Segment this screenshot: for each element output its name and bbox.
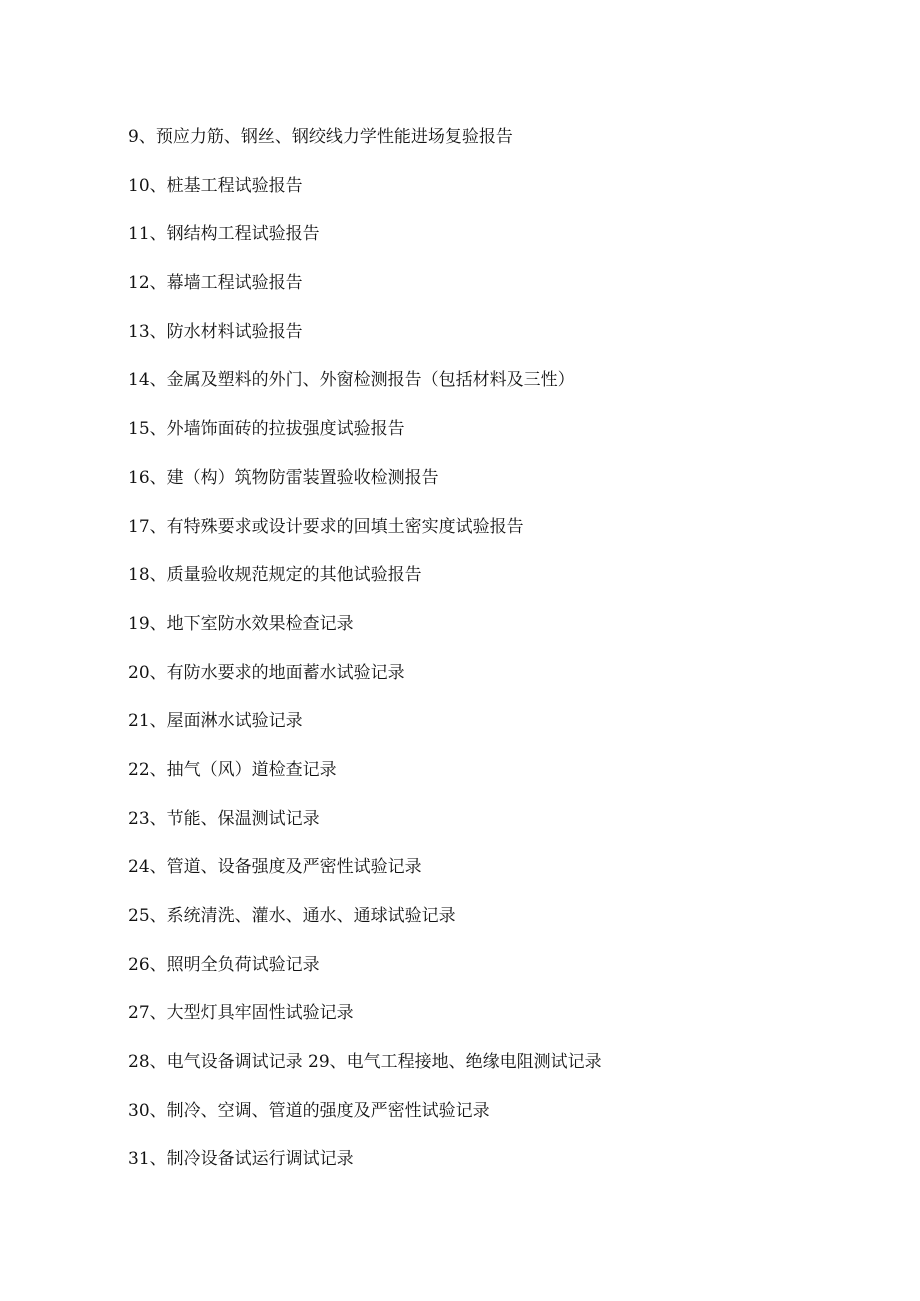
list-item: 31、制冷设备试运行调试记录 [128,1149,354,1170]
document-item-list [128,124,602,1195]
list-item: 26、照明全负荷试验记录 [128,954,320,975]
list-item: 11、钢结构工程试验报告 [128,224,320,245]
list-item: 10、桩基工程试验报告 [128,175,303,196]
list-item: 22、抽气（风）道检查记录 [128,759,337,780]
list-item: 27、大型灯具牢固性试验记录 [128,1003,354,1024]
list-item: 19、地下室防水效果检查记录 [128,613,354,634]
list-item: 12、幕墙工程试验报告 [128,273,303,294]
list-item: 15、外墙饰面砖的拉拔强度试验报告 [128,419,405,440]
list-item: 20、有防水要求的地面蓄水试验记录 [128,662,405,683]
list-item: 24、管道、设备强度及严密性试验记录 [128,857,422,878]
list-item: 16、建（构）筑物防雷装置验收检测报告 [128,467,439,488]
list-item: 18、质量验收规范规定的其他试验报告 [128,565,422,586]
list-item: 13、防水材料试验报告 [128,321,303,342]
list-item: 28、电气设备调试记录 29、电气工程接地、绝缘电阻测试记录 [128,1052,602,1073]
list-item: 21、屋面淋水试验记录 [128,711,303,732]
list-item: 17、有特殊要求或设计要求的回填土密实度试验报告 [128,516,524,537]
list-item: 25、系统清洗、灌水、通水、通球试验记录 [128,906,456,926]
list-item: 30、制冷、空调、管道的强度及严密性试验记录 [128,1100,490,1121]
list-item: 23、节能、保温测试记录 [128,808,320,829]
list-item: 14、金属及塑料的外门、外窗检测报告（包括材料及三性） [128,370,575,391]
list-item: 9、预应力筋、钢丝、钢绞线力学性能进场复验报告 [128,127,513,147]
